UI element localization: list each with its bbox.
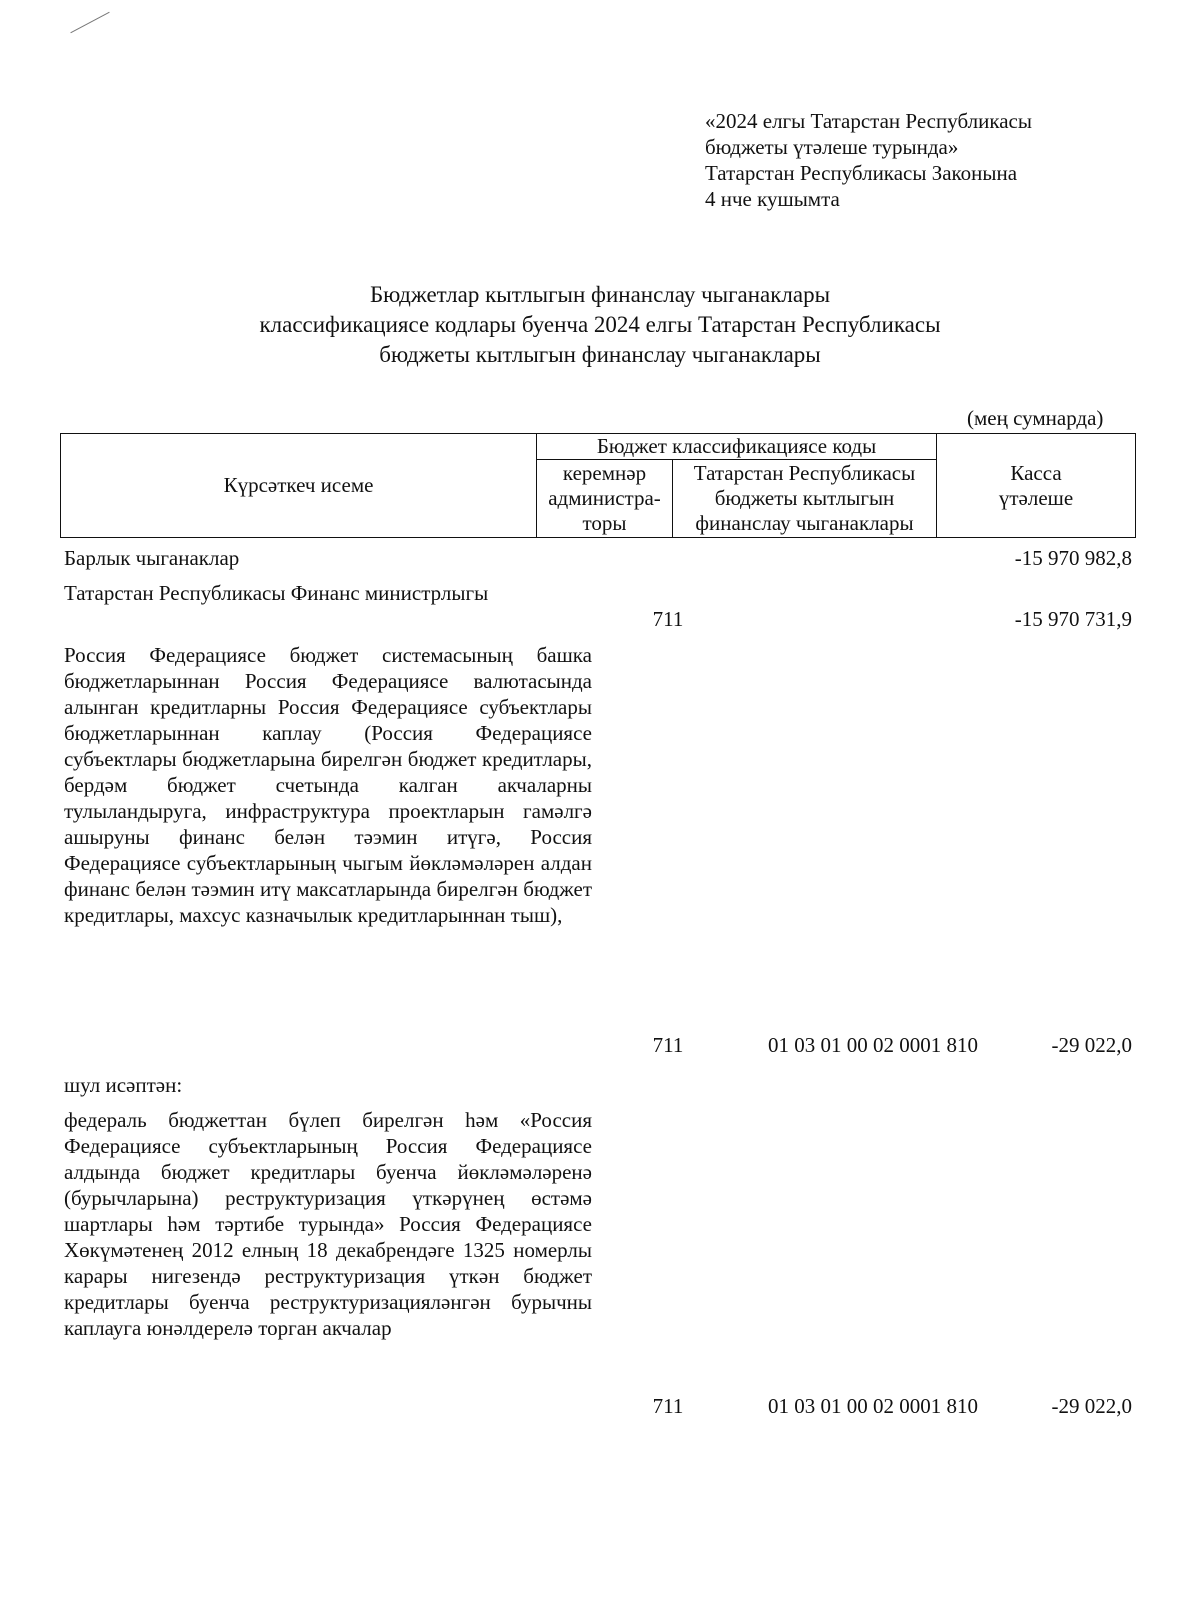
stamp-line-3: Татарстан Республикасы Законына	[705, 161, 1018, 185]
header-cash-line-1: Касса	[1010, 460, 1062, 485]
document-title	[0, 280, 1200, 370]
table-row	[60, 580, 1135, 636]
header-admin-line-3: торы	[582, 511, 627, 535]
table-header	[60, 433, 1136, 538]
row-amount: -15 970 731,9	[1014, 607, 1132, 631]
header-source-line-1: Татарстан Республикасы	[693, 461, 916, 485]
header-classification-group: Бюджет классификациясе коды	[537, 434, 937, 460]
row-amount: -15 970 982,8	[1014, 546, 1132, 570]
header-cash-execution	[937, 434, 1136, 538]
row-admin-code: 711	[652, 607, 684, 631]
table-row	[60, 545, 1135, 573]
row-name: шул исәптән:	[64, 1073, 183, 1097]
header-source-line-2: бюджеты кытлыгын	[714, 486, 895, 510]
table-row	[60, 1107, 1135, 1427]
header-cash-line-2: үтәлеше	[998, 485, 1074, 510]
header-revenue-administrator	[537, 460, 673, 538]
header-admin-line-1: керемнәр	[562, 461, 647, 485]
stamp-line-1: «2024 елгы Татарстан Республикасы	[705, 109, 1032, 133]
row-name: федераль бюджеттан бүлеп бирелгән һәм «Россия Федерациясе субъектларының Россия Федерациясе алдында бюджет кредитлары буенча йөкләмәләренә (бурычларына) реструктуризация үткәрүнең өстәмә шартлары һәм тәртибе турында» Россия Федерациясе Хөкүмәтенең 2012 елның 18 декабрендәге 1325 номерлы карары нигезендә реструктуризация үткән бюджет кредитлары буенча реструктуризацияләнгән бурычны каплауга юнәлдерелә торган акчалар	[64, 1108, 592, 1340]
stamp-line-4: 4 нче кушымта	[705, 187, 840, 211]
table-row	[60, 642, 1135, 1062]
stamp-line-2: бюджеты үтәлеше турында»	[705, 135, 959, 159]
row-amount: -29 022,0	[1051, 1033, 1132, 1057]
row-name: Татарстан Республикасы Финанс министрлыгы	[64, 581, 489, 605]
title-line-1: Бюджетлар кытлыгын финанслау чыганаклары	[369, 282, 831, 307]
title-line-2: классификациясе кодлары буенча 2024 елгы Татарстан Республикасы	[259, 312, 941, 337]
units-note: (мең сумнарда)	[967, 406, 1104, 430]
row-admin-code: 711	[652, 1394, 684, 1418]
appendix-stamp	[705, 108, 1032, 212]
row-source-code: 01 03 01 00 02 0001 810	[768, 1394, 978, 1418]
row-name: Россия Федерациясе бюджет системасының башка бюджетларыннан Россия Федерациясе валютасында алынган кредитларны Россия Федерациясе субъектлары бюджетларыннан каплау (Россия Федерациясе субъектлары бюджетларына бирелгән бюджет кредитлары, бердәм бюджет счетында калган акчаларны тулыландыруга, инфраструктура проектларын гамәлгә ашыруны финанс белән тәэмин итүгә, Россия Федерациясе субъектларының чыгым йөкләмәләрен алдан финанс белән тәэмин итү максатларында бирелгән бюджет кредитлары, махсус казначылык кредитларыннан тыш),	[64, 643, 592, 927]
header-financing-source	[673, 460, 937, 538]
row-source-code: 01 03 01 00 02 0001 810	[768, 1033, 978, 1057]
row-admin-code: 711	[652, 1033, 684, 1057]
table-row	[60, 1072, 1135, 1100]
title-line-3: бюджеты кытлыгын финанслау чыганаклары	[379, 342, 821, 367]
pen-stroke-mark	[70, 12, 109, 34]
row-name: Барлык чыганаклар	[64, 546, 240, 570]
row-amount: -29 022,0	[1051, 1394, 1132, 1418]
header-admin-line-2: администра-	[548, 486, 661, 510]
header-indicator-name: Күрсәткеч исеме	[61, 434, 537, 538]
header-source-line-3: финанслау чыганаклары	[695, 511, 914, 535]
